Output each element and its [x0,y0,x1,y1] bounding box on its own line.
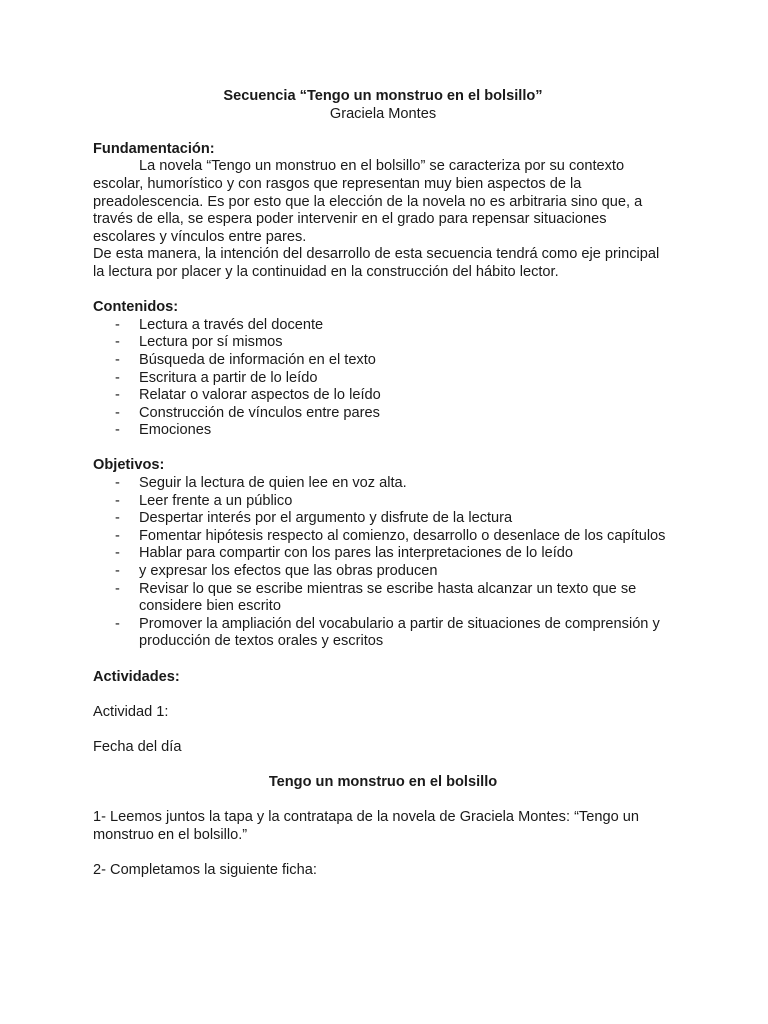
fundamentacion-heading: Fundamentación: [93,140,215,157]
list-item: - Relatar o valorar aspectos de lo leído [115,387,381,404]
list-item: - Hablar para compartir con los pares las interpretaciones de lo leído [115,545,573,562]
dash-marker: - [115,334,120,351]
dash-marker: - [115,475,120,492]
dash-marker: - [115,351,120,368]
dash-marker: - [115,510,120,527]
dash-marker: - [115,422,120,439]
dash-marker: - [115,580,120,597]
dash-marker: - [115,387,120,404]
fundamentacion-paragraph-2: De esta manera, la intención del desarrollo de esta secuencia tendrá como eje principal la lectura por placer y la continuidad en la construcción del hábito lector. [93,246,660,280]
list-item: - Emociones [115,422,212,439]
dash-marker: - [115,369,120,386]
dash-marker: - [115,316,120,333]
actividad-subtitle: Tengo un monstruo en el bolsillo [268,774,498,791]
contenidos-list [93,317,673,440]
document-title: Secuencia “Tengo un monstruo en el bolsillo” [223,88,543,104]
dash-marker: - [115,527,120,544]
document-page [93,88,673,880]
objetivos-heading: Objetivos: [93,457,165,474]
list-item: - y expresar los efectos que las obras producen [115,563,438,580]
dash-marker: - [115,492,120,509]
list-item: - Promover la ampliación del vocabulario a partir de situaciones de comprensión y producción de textos orales y escritos [115,615,660,650]
list-item: - Despertar interés por el argumento y disfrute de la lectura [115,510,513,527]
dash-marker: - [115,404,120,421]
dash-marker: - [115,545,120,562]
list-item: - Leer frente a un público [115,492,293,509]
fundamentacion-paragraph-1: La novela “Tengo un monstruo en el bolsillo” se caracteriza por su contexto escolar, humorístico y con rasgos que representan muy bien aspectos de la preadolescencia. Es por esto que la elección de la novela no es arbitraria sino que, a través de ella, se espera poder intervenir en el grado para repensar situaciones escolares y vínculos entre pares. [93,158,643,245]
document-author: Graciela Montes [329,105,437,122]
list-item: - Fomentar hipótesis respecto al comienzo, desarrollo o desenlace de los capítulos [115,527,666,544]
actividad-1-label: Actividad 1: [93,703,169,720]
list-item: - Escritura a partir de lo leído [115,369,318,386]
list-item: - Lectura por sí mismos [115,334,283,351]
dash-marker: - [115,563,120,580]
actividad-step-2: 2- Completamos la siguiente ficha: [93,862,317,879]
list-item: - Lectura a través del docente [115,316,324,333]
actividad-step-1: 1- Leemos juntos la tapa y la contratapa de la novela de Graciela Montes: “Tengo un monstruo en el bolsillo.” [93,809,639,843]
list-item: - Seguir la lectura de quien lee en voz alta. [115,475,407,492]
list-item: - Construcción de vínculos entre pares [115,404,380,421]
contenidos-heading: Contenidos: [93,299,179,316]
dash-marker: - [115,615,120,632]
list-item: - Búsqueda de información en el texto [115,351,376,368]
actividades-heading: Actividades: [93,668,180,685]
list-item: - Revisar lo que se escribe mientras se escribe hasta alcanzar un texto que se considere bien escrito [115,580,637,615]
fecha-label: Fecha del día [93,738,182,755]
objetivos-list [93,475,673,651]
